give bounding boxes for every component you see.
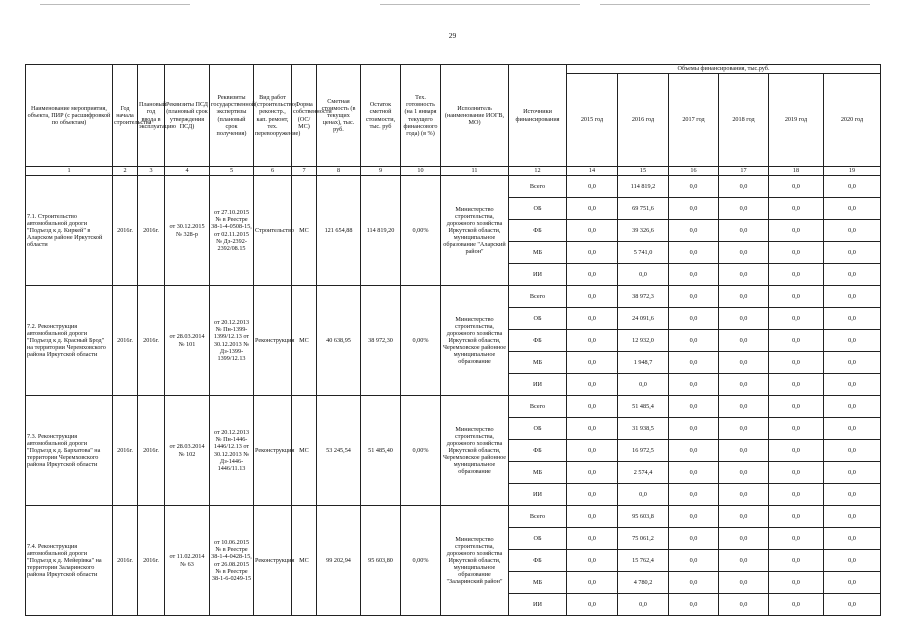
- funding-value: 0,0: [669, 286, 719, 308]
- funding-value: 0,0: [719, 418, 769, 440]
- funding-value: 0,0: [824, 528, 881, 550]
- funding-value: 0,0: [719, 462, 769, 484]
- start-year: 2016г.: [113, 176, 138, 286]
- funding-source: ИИ: [509, 264, 567, 286]
- funding-table: [25, 64, 881, 616]
- funding-value: 0,0: [824, 220, 881, 242]
- funding-value: 0,0: [719, 484, 769, 506]
- funding-value: 0,0: [669, 462, 719, 484]
- funding-value: 0,0: [669, 484, 719, 506]
- funding-source: ФБ: [509, 330, 567, 352]
- funding-value: 0,0: [567, 308, 618, 330]
- header-funding-group: Объемы финансирования, тыс.руб.: [567, 65, 881, 74]
- funding-value: 0,0: [824, 308, 881, 330]
- expertise-details: от 20.12.2013 № Пн-1399-1399/12.13 от 30.12.2013 № Дз-1399-1399/12.13: [210, 286, 254, 396]
- funding-value: 0,0: [719, 176, 769, 198]
- funding-value: 0,0: [719, 242, 769, 264]
- funding-value: 16 972,5: [618, 440, 669, 462]
- funding-value: 0,0: [719, 308, 769, 330]
- funding-value: 0,0: [669, 396, 719, 418]
- table-body: [26, 176, 881, 616]
- funding-value: 0,0: [719, 352, 769, 374]
- funding-value: 0,0: [567, 594, 618, 616]
- funding-value: 0,0: [669, 264, 719, 286]
- header-plan-year: Плановый год ввода в эксплуатацию: [138, 65, 165, 167]
- ownership: МС: [292, 286, 317, 396]
- table-row: [26, 286, 881, 308]
- column-number: 10: [401, 167, 441, 176]
- funding-value: 0,0: [719, 550, 769, 572]
- funding-value: 0,0: [769, 462, 824, 484]
- funding-value: 0,0: [769, 220, 824, 242]
- object-name: 7.4. Реконструкция автомобильной дороги "Подъезд к д. Мейерівка" на территории Заларинского района Иркутской области: [26, 506, 113, 616]
- funding-value: 0,0: [769, 264, 824, 286]
- funding-value: 69 751,6: [618, 198, 669, 220]
- readiness: 0,00%: [401, 176, 441, 286]
- executor: Министерство строительства, дорожного хозяйства Иркутской области, Черемховское районное муниципальное образование: [441, 286, 509, 396]
- column-number: 16: [669, 167, 719, 176]
- column-number: 12: [509, 167, 567, 176]
- estimated-cost: 40 638,95: [317, 286, 361, 396]
- funding-value: 0,0: [669, 418, 719, 440]
- funding-value: 0,0: [567, 528, 618, 550]
- funding-value: 0,0: [567, 220, 618, 242]
- funding-value: 0,0: [824, 484, 881, 506]
- work-type: Реконструкция: [254, 506, 292, 616]
- funding-value: 0,0: [769, 242, 824, 264]
- funding-source: ФБ: [509, 220, 567, 242]
- executor: Министерство строительства, дорожного хозяйства Иркутской области, муниципальное образование "Заларинский район": [441, 506, 509, 616]
- expertise-details: от 10.06.2015 № в Реестре 38-1-4-0428-15, от 26.08.2015 № в Реестре 38-1-6-0249-15: [210, 506, 254, 616]
- object-name: 7.2. Реконструкция автомобильной дороги "Подъезд к д. Красный Брод" на территории Черемховского района Иркутской области: [26, 286, 113, 396]
- funding-source: Всего: [509, 286, 567, 308]
- header-year: 2016 год: [618, 74, 669, 167]
- readiness: 0,00%: [401, 506, 441, 616]
- object-name: 7.1. Строительство автомобильной дороги "Подъезд к д. Киркей" в Аларском районе Иркутской области: [26, 176, 113, 286]
- funding-value: 0,0: [567, 440, 618, 462]
- work-type: Реконструкция: [254, 286, 292, 396]
- funding-value: 0,0: [719, 440, 769, 462]
- funding-value: 114 819,2: [618, 176, 669, 198]
- column-number: 7: [292, 167, 317, 176]
- funding-value: 75 061,2: [618, 528, 669, 550]
- funding-value: 0,0: [669, 374, 719, 396]
- column-number: 14: [567, 167, 618, 176]
- funding-value: 0,0: [719, 330, 769, 352]
- column-number: 5: [210, 167, 254, 176]
- column-number: 1: [26, 167, 113, 176]
- funding-value: 0,0: [824, 594, 881, 616]
- funding-value: 0,0: [769, 550, 824, 572]
- funding-value: 5 741,0: [618, 242, 669, 264]
- header-year: 2020 год: [824, 74, 881, 167]
- column-number: 3: [138, 167, 165, 176]
- funding-value: 0,0: [567, 374, 618, 396]
- remaining-cost: 95 603,80: [361, 506, 401, 616]
- header-sources: Источники финансирования: [509, 65, 567, 167]
- header-cost: Сметная стоимость (в текущих ценах), тыс. руб.: [317, 65, 361, 167]
- ownership: МС: [292, 176, 317, 286]
- header-year: 2019 год: [769, 74, 824, 167]
- header-remaining: Остаток сметной стоимости, тыс. руб: [361, 65, 401, 167]
- funding-value: 0,0: [567, 264, 618, 286]
- plan-year: 2016г.: [138, 286, 165, 396]
- funding-value: 0,0: [669, 308, 719, 330]
- funding-source: ИИ: [509, 374, 567, 396]
- funding-value: 0,0: [669, 550, 719, 572]
- funding-value: 0,0: [567, 572, 618, 594]
- funding-value: 0,0: [567, 506, 618, 528]
- table-row: [26, 176, 881, 198]
- funding-value: 0,0: [824, 440, 881, 462]
- funding-value: 0,0: [824, 462, 881, 484]
- scan-edge-line-mid: [380, 4, 580, 5]
- funding-value: 0,0: [769, 396, 824, 418]
- executor: Министерство строительства, дорожного хозяйства Иркутской области, Черемховское районное муниципальное образование: [441, 396, 509, 506]
- funding-value: 0,0: [824, 506, 881, 528]
- funding-source: ОБ: [509, 528, 567, 550]
- table-row: [26, 506, 881, 528]
- funding-value: 0,0: [567, 418, 618, 440]
- header-year: 2017 год: [669, 74, 719, 167]
- scan-edge-line-right: [600, 4, 870, 5]
- funding-value: 0,0: [567, 550, 618, 572]
- funding-value: 24 091,6: [618, 308, 669, 330]
- funding-value: 12 932,0: [618, 330, 669, 352]
- start-year: 2016г.: [113, 396, 138, 506]
- header-ownership: Форма собственности (ОС/МС): [292, 65, 317, 167]
- funding-source: Всего: [509, 506, 567, 528]
- funding-value: 0,0: [567, 396, 618, 418]
- funding-value: 0,0: [567, 242, 618, 264]
- ownership: МС: [292, 396, 317, 506]
- expertise-details: от 27.10.2015 № в Реестре 38-1-4-0508-15, от 02.11.2015 № Дз-2392-2392/08.15: [210, 176, 254, 286]
- funding-value: 0,0: [769, 330, 824, 352]
- funding-value: 0,0: [669, 528, 719, 550]
- column-number: 8: [317, 167, 361, 176]
- header-name: Наименование мероприятия, объекта, ПИР (с расшифровкой по объектам): [26, 65, 113, 167]
- header-start-year: Год начала строительства: [113, 65, 138, 167]
- column-number-row: [26, 167, 881, 176]
- funding-value: 31 938,5: [618, 418, 669, 440]
- funding-value: 0,0: [824, 264, 881, 286]
- funding-value: 0,0: [824, 374, 881, 396]
- funding-value: 0,0: [618, 594, 669, 616]
- funding-source: МБ: [509, 572, 567, 594]
- funding-value: 0,0: [824, 572, 881, 594]
- funding-value: 0,0: [669, 440, 719, 462]
- funding-value: 0,0: [669, 198, 719, 220]
- estimated-cost: 121 654,88: [317, 176, 361, 286]
- funding-value: 0,0: [824, 396, 881, 418]
- estimated-cost: 99 202,94: [317, 506, 361, 616]
- funding-value: 0,0: [669, 330, 719, 352]
- column-number: 17: [719, 167, 769, 176]
- psd-details: от 28.03.2014 № 101: [165, 286, 210, 396]
- column-number: 19: [824, 167, 881, 176]
- table-row: [26, 396, 881, 418]
- remaining-cost: 114 819,20: [361, 176, 401, 286]
- funding-value: 0,0: [769, 198, 824, 220]
- ownership: МС: [292, 506, 317, 616]
- column-number: 6: [254, 167, 292, 176]
- funding-value: 0,0: [769, 572, 824, 594]
- funding-value: 0,0: [769, 484, 824, 506]
- funding-value: 4 780,2: [618, 572, 669, 594]
- funding-source: Всего: [509, 176, 567, 198]
- funding-value: 1 948,7: [618, 352, 669, 374]
- column-number: 15: [618, 167, 669, 176]
- header-work-type: Вид работ (строительство, реконстр., кап. ремонт, тех. перевооружение): [254, 65, 292, 167]
- readiness: 0,00%: [401, 396, 441, 506]
- funding-source: ИИ: [509, 484, 567, 506]
- funding-value: 0,0: [719, 396, 769, 418]
- funding-value: 0,0: [824, 330, 881, 352]
- funding-value: 0,0: [669, 220, 719, 242]
- executor: Министерство строительства, дорожного хозяйства Иркутской области, муниципальное образование "Аларский район": [441, 176, 509, 286]
- funding-value: 0,0: [719, 572, 769, 594]
- column-number: 9: [361, 167, 401, 176]
- funding-source: МБ: [509, 462, 567, 484]
- header-expertise: Реквизиты государственной экспертизы (плановый срок получения): [210, 65, 254, 167]
- funding-value: 0,0: [567, 176, 618, 198]
- funding-source: ФБ: [509, 440, 567, 462]
- plan-year: 2016г.: [138, 396, 165, 506]
- funding-value: 0,0: [824, 242, 881, 264]
- plan-year: 2016г.: [138, 506, 165, 616]
- funding-source: ОБ: [509, 198, 567, 220]
- funding-value: 0,0: [669, 352, 719, 374]
- funding-value: 0,0: [567, 286, 618, 308]
- funding-value: 0,0: [769, 374, 824, 396]
- start-year: 2016г.: [113, 286, 138, 396]
- funding-value: 51 485,4: [618, 396, 669, 418]
- funding-value: 0,0: [769, 594, 824, 616]
- psd-details: от 28.03.2014 № 102: [165, 396, 210, 506]
- funding-value: 0,0: [719, 594, 769, 616]
- funding-value: 0,0: [719, 506, 769, 528]
- funding-value: 0,0: [669, 594, 719, 616]
- object-name: 7.3. Реконструкция автомобильной дороги "Подъезд к д. Бархатова" на территории Черемховского района Иркутской области: [26, 396, 113, 506]
- funding-value: 0,0: [824, 198, 881, 220]
- funding-source: ОБ: [509, 418, 567, 440]
- plan-year: 2016г.: [138, 176, 165, 286]
- page-number: 29: [448, 31, 457, 40]
- remaining-cost: 51 485,40: [361, 396, 401, 506]
- funding-value: 0,0: [567, 462, 618, 484]
- funding-value: 0,0: [769, 286, 824, 308]
- start-year: 2016г.: [113, 506, 138, 616]
- scan-edge-line-left: [40, 4, 190, 5]
- funding-value: 0,0: [719, 220, 769, 242]
- funding-source: ФБ: [509, 550, 567, 572]
- funding-value: 0,0: [769, 176, 824, 198]
- funding-value: 0,0: [567, 352, 618, 374]
- estimated-cost: 53 245,54: [317, 396, 361, 506]
- funding-value: 0,0: [719, 286, 769, 308]
- header-readiness: Тех. готовность (на 1 января текущего финансового года) (в %): [401, 65, 441, 167]
- funding-value: 95 603,8: [618, 506, 669, 528]
- funding-value: 0,0: [719, 198, 769, 220]
- header-year: 2018 год: [719, 74, 769, 167]
- work-type: Строительство: [254, 176, 292, 286]
- funding-value: 0,0: [769, 308, 824, 330]
- funding-value: 0,0: [669, 572, 719, 594]
- header-executor: Исполнитель (наименование ИОГВ, МО): [441, 65, 509, 167]
- funding-value: 0,0: [824, 352, 881, 374]
- funding-value: 2 574,4: [618, 462, 669, 484]
- funding-value: 15 762,4: [618, 550, 669, 572]
- funding-value: 39 326,6: [618, 220, 669, 242]
- funding-value: 0,0: [669, 176, 719, 198]
- funding-value: 0,0: [618, 484, 669, 506]
- funding-value: 0,0: [567, 330, 618, 352]
- funding-value: 0,0: [719, 264, 769, 286]
- funding-value: 0,0: [618, 374, 669, 396]
- funding-value: 0,0: [769, 440, 824, 462]
- funding-value: 0,0: [719, 374, 769, 396]
- column-number: 2: [113, 167, 138, 176]
- column-number: 4: [165, 167, 210, 176]
- funding-value: 0,0: [824, 176, 881, 198]
- funding-value: 0,0: [669, 506, 719, 528]
- funding-source: Всего: [509, 396, 567, 418]
- funding-value: 0,0: [567, 198, 618, 220]
- funding-value: 0,0: [669, 242, 719, 264]
- remaining-cost: 38 972,30: [361, 286, 401, 396]
- header-year: 2015 год: [567, 74, 618, 167]
- funding-value: 0,0: [824, 418, 881, 440]
- psd-details: от 30.12.2015 № 328-р: [165, 176, 210, 286]
- funding-value: 0,0: [824, 286, 881, 308]
- funding-value: 0,0: [824, 550, 881, 572]
- funding-value: 0,0: [769, 352, 824, 374]
- funding-value: 0,0: [719, 528, 769, 550]
- header-psd: Реквизиты ПСД (плановый срок утверждения ПСД): [165, 65, 210, 167]
- funding-value: 0,0: [769, 418, 824, 440]
- column-number: 18: [769, 167, 824, 176]
- funding-value: 0,0: [618, 264, 669, 286]
- psd-details: от 11.02.2014 № 63: [165, 506, 210, 616]
- expertise-details: от 20.12.2013 № Пн-1446-1446/12.13 от 30.12.2013 № Дз-1446-1446/11.13: [210, 396, 254, 506]
- column-number: 11: [441, 167, 509, 176]
- work-type: Реконструкция: [254, 396, 292, 506]
- funding-source: МБ: [509, 352, 567, 374]
- funding-source: ИИ: [509, 594, 567, 616]
- funding-source: ОБ: [509, 308, 567, 330]
- funding-value: 0,0: [567, 484, 618, 506]
- funding-value: 0,0: [769, 506, 824, 528]
- funding-source: МБ: [509, 242, 567, 264]
- funding-value: 38 972,3: [618, 286, 669, 308]
- readiness: 0,00%: [401, 286, 441, 396]
- funding-value: 0,0: [769, 528, 824, 550]
